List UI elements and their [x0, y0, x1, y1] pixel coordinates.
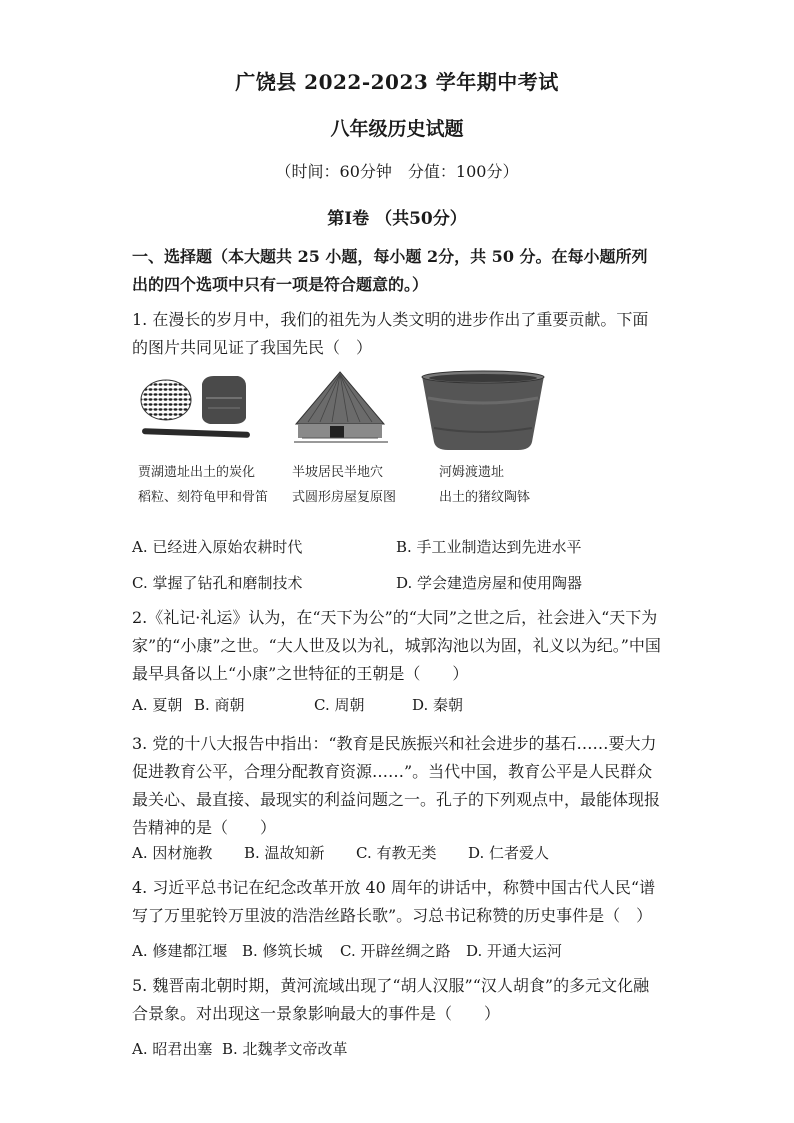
q1-figure-3	[418, 368, 548, 454]
option-a: A. 修建都江堰	[132, 942, 228, 960]
banpo-house-image	[288, 368, 393, 452]
option-b: B. 手工业制造达到先进水平	[396, 538, 582, 556]
question-3-options	[132, 842, 672, 866]
option-c: C. 有教无类	[356, 844, 437, 862]
option-a: A. 昭君出塞	[132, 1040, 213, 1058]
option-d: D. 秦朝	[412, 696, 464, 714]
exam-title: 广饶县 2022-2023 学年期中考试	[235, 70, 559, 94]
carbonized-rice-image	[138, 372, 258, 446]
option-a: A. 夏朝	[132, 696, 183, 714]
question-2-stem: 2.《礼记·礼运》认为，在“天下为公”的“大同”之世之后，社会进入“天下为家”的“小康”之世。“大人世及以为礼，城郭沟池以为固，礼义以为纪。”中国最早具备以上“小康”之世特征的王朝是（ ）	[132, 608, 661, 683]
option-d: D. 开通大运河	[466, 942, 563, 960]
question-1-options-row-2	[132, 572, 672, 596]
caption-line: 河姆渡遗址	[439, 465, 505, 480]
option-c: C. 掌握了钻孔和磨制技术	[132, 574, 303, 592]
question-4-stem: 4. 习近平总书记在纪念改革开放 40 周年的讲话中，称赞中国古代人民“谱写了万里驼铃万里波的浩浩丝路长歌”。习总书记称赞的历史事件是（ ）	[132, 878, 656, 925]
question-3-stem: 3. 党的十八大报告中指出：“教育是民族振兴和社会进步的基石……要大力促进教育公平，合理分配教育资源……”。当代中国，教育公平是人民群众最关心、最直接、最现实的利益问题之一。孔子的下列观点中，最能体现报告精神的是（ ）	[132, 734, 661, 837]
question-1-stem: 1. 在漫长的岁月中，我们的祖先为人类文明的进步作出了重要贡献。下面的图片共同见证了我国先民（ ）	[132, 310, 649, 357]
question-4-options	[132, 940, 672, 964]
q1-figure-3-caption	[439, 460, 530, 510]
caption-line: 半坡居民半地穴	[292, 465, 384, 480]
exam-meta: （时间：60分钟 分值：100分）	[275, 162, 519, 181]
option-c: C. 周朝	[314, 696, 365, 714]
option-d: D. 仁者爱人	[468, 844, 550, 862]
q1-figure-2-caption	[292, 460, 396, 510]
caption-line: 式圆形房屋复原图	[292, 490, 397, 505]
question-2-options	[132, 694, 672, 718]
caption-line: 稻粒、刻符龟甲和骨笛	[138, 490, 269, 505]
option-d: D. 学会建造房屋和使用陶器	[396, 574, 583, 592]
option-a: A. 已经进入原始农耕时代	[132, 538, 303, 556]
exam-subtitle: 八年级历史试题	[330, 118, 464, 140]
pottery-bowl-image	[418, 368, 548, 454]
question-1-options-row-1	[132, 536, 672, 560]
caption-line: 出土的猪纹陶钵	[439, 490, 531, 505]
option-c: C. 开辟丝绸之路	[340, 942, 451, 960]
part-label: 第Ⅰ卷 （共50分）	[327, 209, 467, 229]
section-heading: 一、选择题（本大题共 25 小题，每小题 2分，共 50 分。在每小题所列出的四个选项中只有一项是符合题意的。）	[132, 247, 648, 294]
option-b: B. 北魏孝文帝改革	[222, 1040, 348, 1058]
question-5-stem: 5. 魏晋南北朝时期，黄河流域出现了“胡人汉服”“汉人胡食”的多元文化融合景象。对出现这一景象影响最大的事件是（ ）	[132, 976, 650, 1023]
q1-figure-1-caption	[138, 460, 268, 510]
option-b: B. 修筑长城	[242, 942, 323, 960]
option-b: B. 温故知新	[244, 844, 325, 862]
question-5-options	[132, 1038, 672, 1062]
option-b: B. 商朝	[194, 696, 245, 714]
option-a: A. 因材施教	[132, 844, 213, 862]
q1-figure-2	[288, 368, 393, 452]
caption-line: 贾湖遗址出土的炭化	[138, 465, 256, 480]
q1-figure-1	[138, 372, 258, 446]
